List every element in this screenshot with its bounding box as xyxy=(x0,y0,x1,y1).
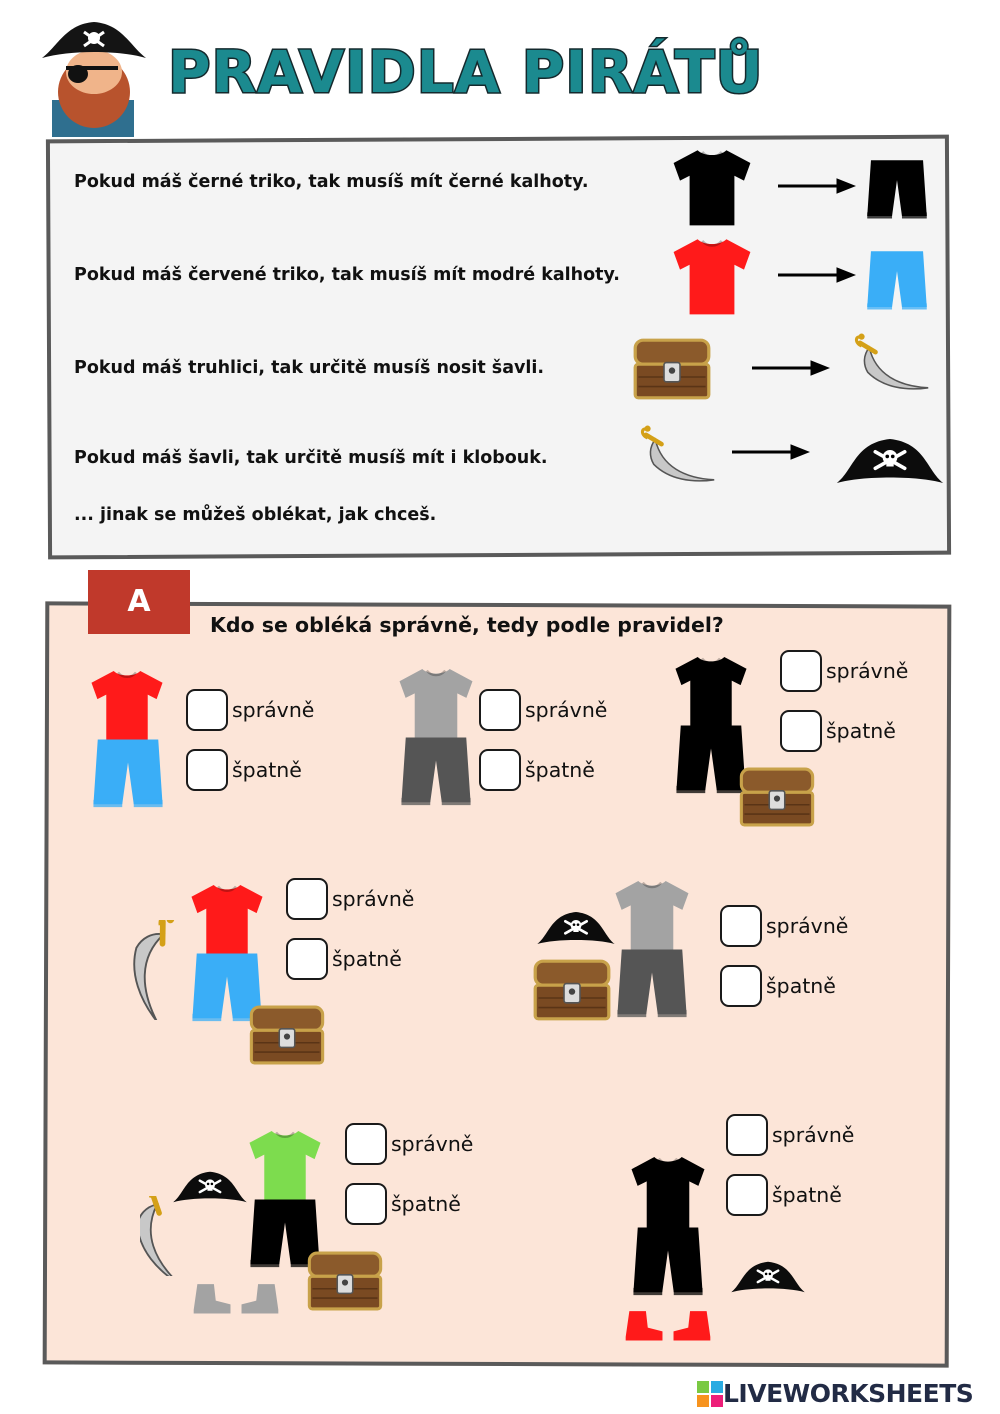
checkbox[interactable] xyxy=(780,710,822,752)
option-label: špatně xyxy=(232,758,302,782)
option-correct[interactable] xyxy=(345,1120,473,1168)
rules-footer-text: ... jinak se můžeš oblékat, jak chceš. xyxy=(74,505,437,525)
option-wrong[interactable] xyxy=(479,746,607,794)
option-label: špatně xyxy=(332,947,402,971)
answer-options xyxy=(720,902,848,1010)
option-label: špatně xyxy=(826,719,896,743)
option-label: správně xyxy=(826,659,909,683)
option-correct[interactable] xyxy=(780,647,908,695)
blue-shorts-icon xyxy=(866,248,928,314)
footer-brand: LIVEWORKSHEETS xyxy=(723,1379,974,1408)
blue-shorts-icon xyxy=(90,738,166,810)
option-wrong[interactable] xyxy=(720,962,848,1010)
rule-text-4: Pokud máš šavli, tak určitě musíš mít i klobouk. xyxy=(74,448,548,468)
answer-options xyxy=(726,1111,854,1219)
checkbox[interactable] xyxy=(286,938,328,980)
sabre-icon xyxy=(130,920,190,1020)
option-label: správně xyxy=(525,698,608,722)
section-tag: A xyxy=(88,570,190,634)
black-shorts-icon xyxy=(631,1226,705,1298)
rule-text-1: Pokud máš černé triko, tak musíš mít černé kalhoty. xyxy=(74,172,589,192)
checkbox[interactable] xyxy=(720,905,762,947)
red-tshirt-icon xyxy=(88,668,166,742)
pirate-logo-icon xyxy=(38,22,148,137)
checkbox[interactable] xyxy=(186,749,228,791)
answer-options xyxy=(286,875,414,983)
arrow-icon xyxy=(778,265,856,285)
option-correct[interactable] xyxy=(286,875,414,923)
option-wrong[interactable] xyxy=(286,935,414,983)
option-correct[interactable] xyxy=(726,1111,854,1159)
option-label: správně xyxy=(232,698,315,722)
option-correct[interactable] xyxy=(479,686,607,734)
option-label: správně xyxy=(332,887,415,911)
pirate-hat-icon xyxy=(730,1256,806,1298)
rule-text-3: Pokud máš truhlici, tak určitě musíš nosit šavli. xyxy=(74,358,545,378)
option-wrong[interactable] xyxy=(345,1180,473,1228)
rule-text-2: Pokud máš červené triko, tak musíš mít modré kalhoty. xyxy=(74,265,620,285)
answer-options xyxy=(186,686,314,794)
grey-tshirt-icon xyxy=(396,666,476,742)
arrow-icon xyxy=(752,358,830,378)
option-label: špatně xyxy=(772,1183,842,1207)
green-tshirt-icon xyxy=(246,1128,324,1202)
rules-panel xyxy=(46,135,951,560)
option-label: špatně xyxy=(766,974,836,998)
option-correct[interactable] xyxy=(720,902,848,950)
answer-options xyxy=(479,686,607,794)
red-tshirt-icon xyxy=(670,236,754,316)
liveworksheets-logo-icon xyxy=(697,1381,723,1407)
option-wrong[interactable] xyxy=(780,707,908,755)
option-wrong[interactable] xyxy=(726,1171,854,1219)
pirate-hat-icon xyxy=(835,432,945,490)
black-tshirt-icon xyxy=(672,654,750,728)
option-correct[interactable] xyxy=(186,686,314,734)
sabre-icon xyxy=(632,424,722,486)
checkbox[interactable] xyxy=(186,689,228,731)
checkbox[interactable] xyxy=(726,1174,768,1216)
black-shorts-icon xyxy=(866,155,928,225)
checkbox[interactable] xyxy=(345,1183,387,1225)
checkbox[interactable] xyxy=(479,689,521,731)
grey-tshirt-icon xyxy=(612,878,692,954)
checkbox[interactable] xyxy=(726,1114,768,1156)
grey-shoes-icon xyxy=(190,1278,282,1316)
checkbox[interactable] xyxy=(720,965,762,1007)
red-tshirt-icon xyxy=(188,882,266,956)
checkbox[interactable] xyxy=(479,749,521,791)
option-label: správně xyxy=(391,1132,474,1156)
arrow-icon xyxy=(732,442,810,462)
treasure-chest-icon xyxy=(530,958,614,1022)
black-tshirt-icon xyxy=(670,147,754,227)
treasure-chest-icon xyxy=(246,1004,328,1066)
option-label: špatně xyxy=(391,1192,461,1216)
arrow-icon xyxy=(778,176,856,196)
option-label: správně xyxy=(766,914,849,938)
checkbox[interactable] xyxy=(780,650,822,692)
black-tshirt-icon xyxy=(628,1154,708,1230)
option-wrong[interactable] xyxy=(186,746,314,794)
dark-grey-shorts-icon xyxy=(398,736,474,808)
option-label: správně xyxy=(772,1123,855,1147)
sabre-icon xyxy=(140,1196,200,1276)
pirate-hat-icon xyxy=(536,906,616,950)
treasure-chest-icon xyxy=(736,766,818,828)
page-title: PRAVIDLA PIRÁTŮ xyxy=(168,38,764,106)
checkbox[interactable] xyxy=(345,1123,387,1165)
option-label: špatně xyxy=(525,758,595,782)
treasure-chest-icon xyxy=(630,337,714,401)
question-text: Kdo se obléká správně, tedy podle pravidel? xyxy=(210,613,724,637)
dark-grey-shorts-icon xyxy=(614,948,690,1020)
checkbox[interactable] xyxy=(286,878,328,920)
answer-options xyxy=(780,647,908,755)
sabre-icon xyxy=(846,332,936,394)
answer-options xyxy=(345,1120,473,1228)
treasure-chest-icon xyxy=(304,1250,386,1312)
brand-footer xyxy=(697,1379,973,1408)
red-shoes-icon xyxy=(622,1304,714,1344)
